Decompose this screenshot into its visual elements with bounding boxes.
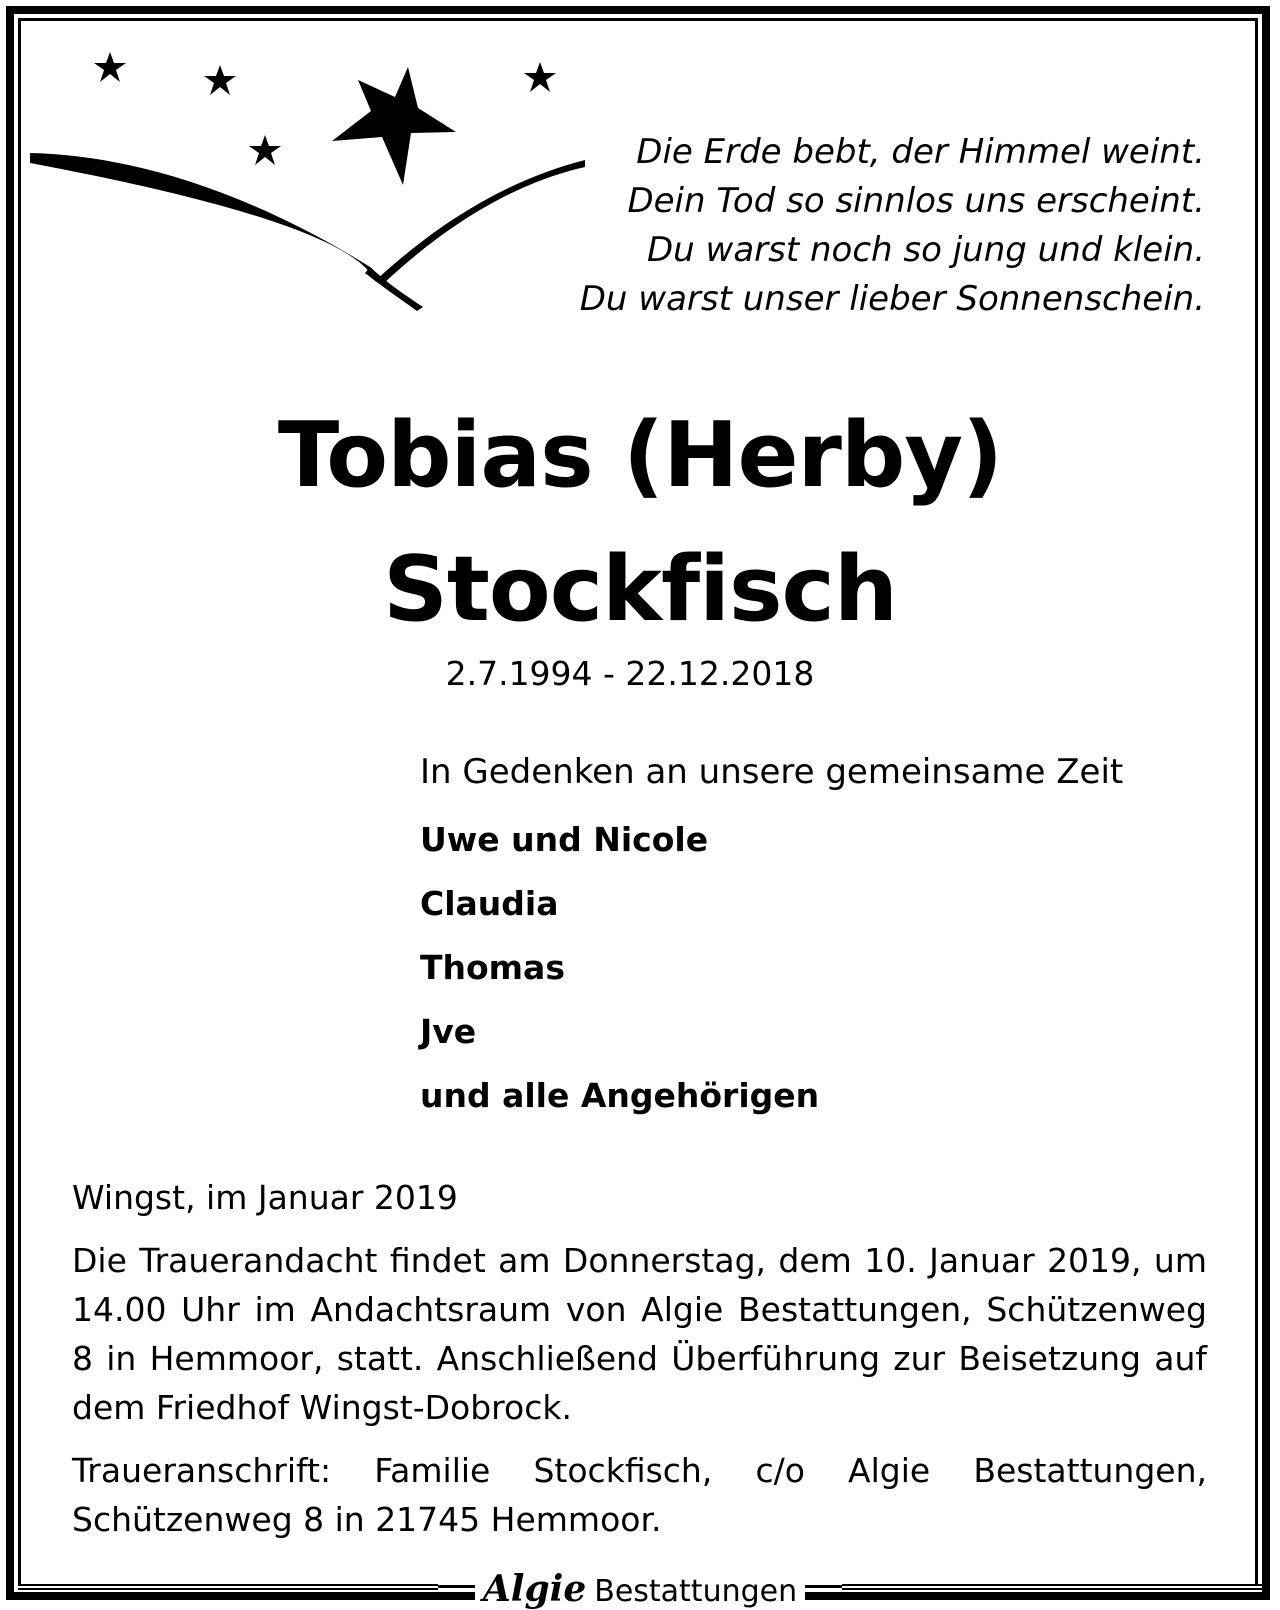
verse-line: Du warst unser lieber Sonnenschein.	[579, 279, 1205, 319]
ceremony-paragraph: Die Trauerandacht findet am Donnerstag, dem 10. Januar 2019, um 14.00 Uhr im Andachtsraum von Algie Bestattungen, Schützenweg 8 in Hemmoor, statt. Anschließend Überführung zur Beisetzung auf dem Friedhof Wingst-Dobrock.	[72, 1241, 1207, 1427]
star-icon	[94, 52, 126, 82]
deceased-first-name: Tobias (Herby)	[277, 403, 1003, 508]
footer	[0, 1568, 1280, 1610]
verse	[485, 128, 1205, 324]
mourner-name: Jve	[420, 1012, 477, 1051]
deceased-last-name: Stockfisch	[383, 537, 897, 642]
mourner-name: und alle Angehörigen	[420, 1076, 820, 1115]
star-icon	[524, 62, 556, 92]
verse-line: Du warst noch so jung und klein.	[646, 230, 1205, 270]
memorial-text: In Gedenken an unsere gemeinsame Zeit	[420, 752, 1124, 792]
logo-wordmark: Algie	[482, 1568, 587, 1610]
mourners-list	[420, 818, 819, 1138]
place-date: Wingst, im Januar 2019	[72, 1178, 458, 1217]
mourner-name: Claudia	[420, 884, 559, 923]
verse-line: Dein Tod so sinnlos uns erscheint.	[627, 181, 1205, 221]
life-dates: 2.7.1994 - 22.12.2018	[445, 654, 815, 693]
logo-subtitle: Bestattungen	[594, 1574, 798, 1609]
verse-line: Die Erde bebt, der Himmel weint.	[636, 132, 1205, 172]
star-icon	[249, 135, 281, 165]
funeral-home-logo	[475, 1568, 805, 1610]
star-icon	[332, 67, 456, 185]
mourner-name: Thomas	[420, 948, 565, 987]
mourner-name: Uwe und Nicole	[420, 820, 709, 859]
star-icon	[204, 65, 236, 95]
address-paragraph: Traueranschrift: Familie Stockfisch, c/o Algie Bestattungen, Schützenweg 8 in 21745 Hemmoor.	[72, 1451, 1207, 1539]
